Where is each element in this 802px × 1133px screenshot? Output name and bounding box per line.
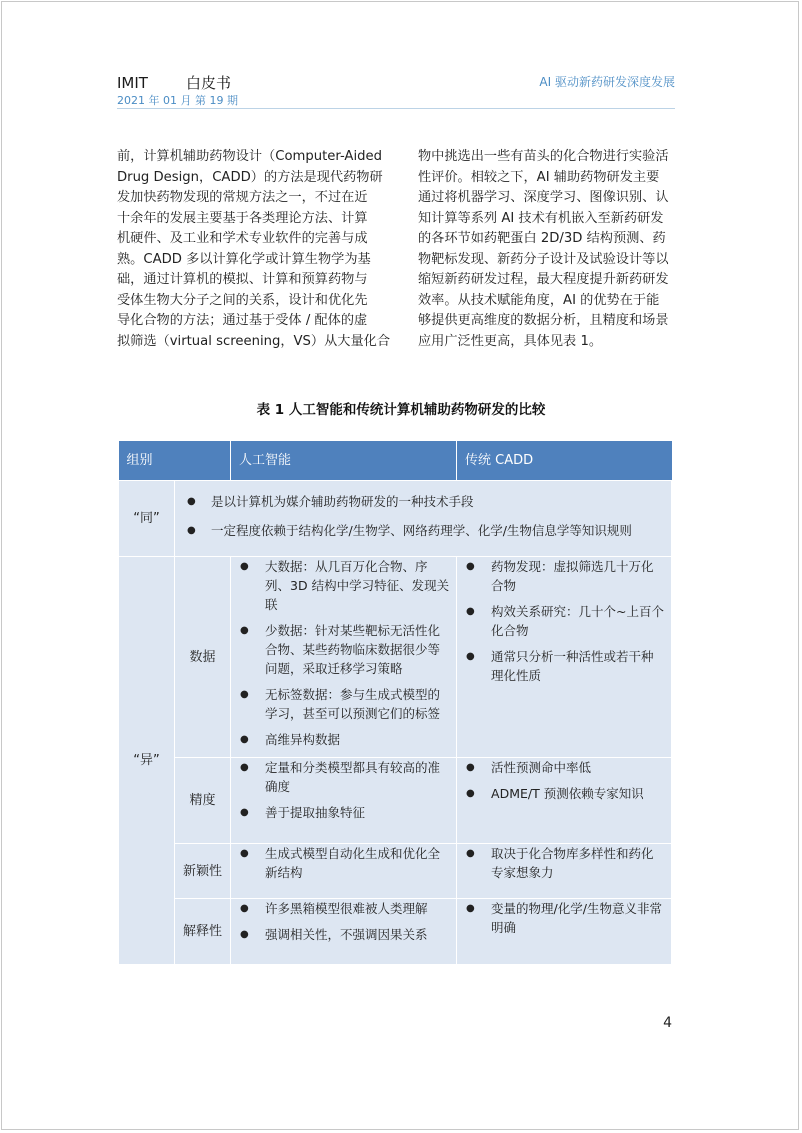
header-doc-type: 白皮书 [185, 74, 231, 92]
list-item: ● 高维异构数据 [231, 730, 456, 749]
text-line: 效率。从技术赋能角度，AI 的优势在于能 [418, 292, 660, 308]
ai-cell [231, 899, 457, 965]
table-row-precision [119, 758, 672, 844]
ai-list [231, 557, 456, 749]
cadd-list [457, 844, 671, 882]
cadd-cell [457, 557, 672, 758]
text-line: 十余年的发展主要基于各类理论方法、计算 [117, 210, 368, 226]
list-item: ● 药物发现：虚拟筛选几十万化合物 [457, 557, 671, 595]
table-row-interpretability [119, 899, 672, 965]
list-item: ● 取决于化合物库多样性和药化专家想象力 [457, 844, 671, 882]
list-item: ● 大数据：从几百万化合物、序列、3D 结构中学习特征、发现关联 [231, 557, 456, 614]
body-column-left [117, 147, 391, 352]
list-item: ● 善于提取抽象特征 [231, 803, 456, 822]
list-item: ● 无标签数据：参与生成式模型的学习，甚至可以预测它们的标签 [231, 685, 456, 723]
header-group: 组别 [119, 441, 231, 481]
table-row-same [119, 481, 672, 557]
text-line: 导化合物的方法；通过基于受体 / 配体的虚 [117, 313, 368, 328]
list-item: ● 少数据：针对某些靶标无活性化合物、某些药物临床数据很少等问题，采取迁移学习策略 [231, 621, 456, 678]
text-line: 够提供更高维度的数据分析，且精度和场景 [418, 313, 669, 328]
body-paragraph-right [418, 147, 674, 352]
list-item: ● 许多黑箱模型很难被人类理解 [231, 899, 456, 918]
header-title [117, 72, 231, 93]
text-line: 缩短新药研发过程，最大程度提升新药研发 [418, 272, 669, 287]
header-cadd: 传统 CADD [457, 441, 672, 481]
same-list [175, 481, 671, 556]
text-line: 通过将机器学习、深度学习、图像识别、认 [418, 190, 669, 205]
ai-cell [231, 844, 457, 899]
ai-list [231, 899, 456, 944]
table-row-data [119, 557, 672, 758]
header-date: 2021 年 01 月 第 19 期 [117, 94, 238, 107]
text-line: 础，通过计算机的模拟、计算和预算药物与 [117, 272, 368, 287]
ai-cell [231, 557, 457, 758]
ai-list [231, 844, 456, 882]
cadd-cell [457, 899, 672, 965]
row-label: 精度 [175, 758, 231, 844]
comparison-table [118, 441, 672, 965]
text-line: 熟。CADD 多以计算化学或计算生物学为基 [117, 251, 371, 267]
text-line: 发加快药物发现的常规方法之一，不过在近 [117, 190, 368, 205]
list-item: ● 通常只分析一种活性或若干种理化性质 [457, 647, 671, 685]
diff-label: “异” [119, 557, 175, 965]
cadd-list [457, 899, 671, 937]
table-caption: 表 1 人工智能和传统计算机辅助药物研发的比较 [256, 402, 546, 418]
text-line: Drug Design，CADD）的方法是现代药物研 [117, 169, 383, 185]
cadd-list [457, 557, 671, 685]
cadd-cell [457, 844, 672, 899]
header-topic: AI 驱动新药研发深度发展 [539, 75, 675, 89]
text-line: 机硬件、及工业和学术专业软件的完善与成 [117, 231, 368, 246]
text-line: 物中挑选出一些有苗头的化合物进行实验活 [418, 149, 669, 164]
text-line: 受体生物大分子之间的关系，设计和优化先 [117, 292, 368, 308]
table-header-row [119, 441, 672, 481]
same-label: “同” [119, 481, 175, 557]
list-item: ● 一定程度依赖于结构化学/生物学、网络药理学、化学/生物信息学等知识规则 [175, 521, 671, 540]
ai-list [231, 758, 456, 822]
text-line: 物靶标发现、新药分子设计及试验设计等以 [418, 251, 669, 267]
row-label: 数据 [175, 557, 231, 758]
text-line: 性评价。相较之下，AI 辅助药物研发主要 [418, 169, 660, 185]
header-brand: IMIT [117, 74, 148, 92]
page-number: 4 [663, 1015, 672, 1031]
cadd-cell [457, 758, 672, 844]
text-line: 知计算等系列 AI 技术有机嵌入至新药研发 [418, 210, 664, 226]
cadd-list [457, 758, 671, 803]
row-label: 新颖性 [175, 844, 231, 899]
table-row-novelty [119, 844, 672, 899]
text-line: 前，计算机辅助药物设计（Computer-Aided [117, 149, 382, 164]
ai-cell [231, 758, 457, 844]
header-divider [117, 108, 675, 109]
body-column-right [418, 147, 674, 352]
list-item: ● ADME/T 预测依赖专家知识 [457, 784, 671, 803]
header-ai: 人工智能 [231, 441, 457, 481]
row-label: 解释性 [175, 899, 231, 965]
list-item: ● 变量的物理/化学/生物意义非常明确 [457, 899, 671, 937]
text-line: 的各环节如药靶蛋白 2D/3D 结构预测、药 [418, 231, 666, 246]
list-item: ● 活性预测命中率低 [457, 758, 671, 777]
text-line: 应用广泛性更高，具体见表 1。 [418, 333, 603, 349]
list-item: ● 强调相关性，不强调因果关系 [231, 925, 456, 944]
list-item: ● 生成式模型自动化生成和优化全新结构 [231, 844, 456, 882]
list-item: ● 构效关系研究：几十个~上百个化合物 [457, 602, 671, 640]
header-left [117, 72, 231, 93]
same-content [175, 481, 672, 557]
list-item: ● 是以计算机为媒介辅助药物研发的一种技术手段 [175, 492, 671, 511]
text-line: 拟筛选（virtual screening，VS）从大量化合 [117, 333, 391, 349]
list-item: ● 定量和分类模型都具有较高的准确度 [231, 758, 456, 796]
body-paragraph-left [117, 147, 391, 352]
